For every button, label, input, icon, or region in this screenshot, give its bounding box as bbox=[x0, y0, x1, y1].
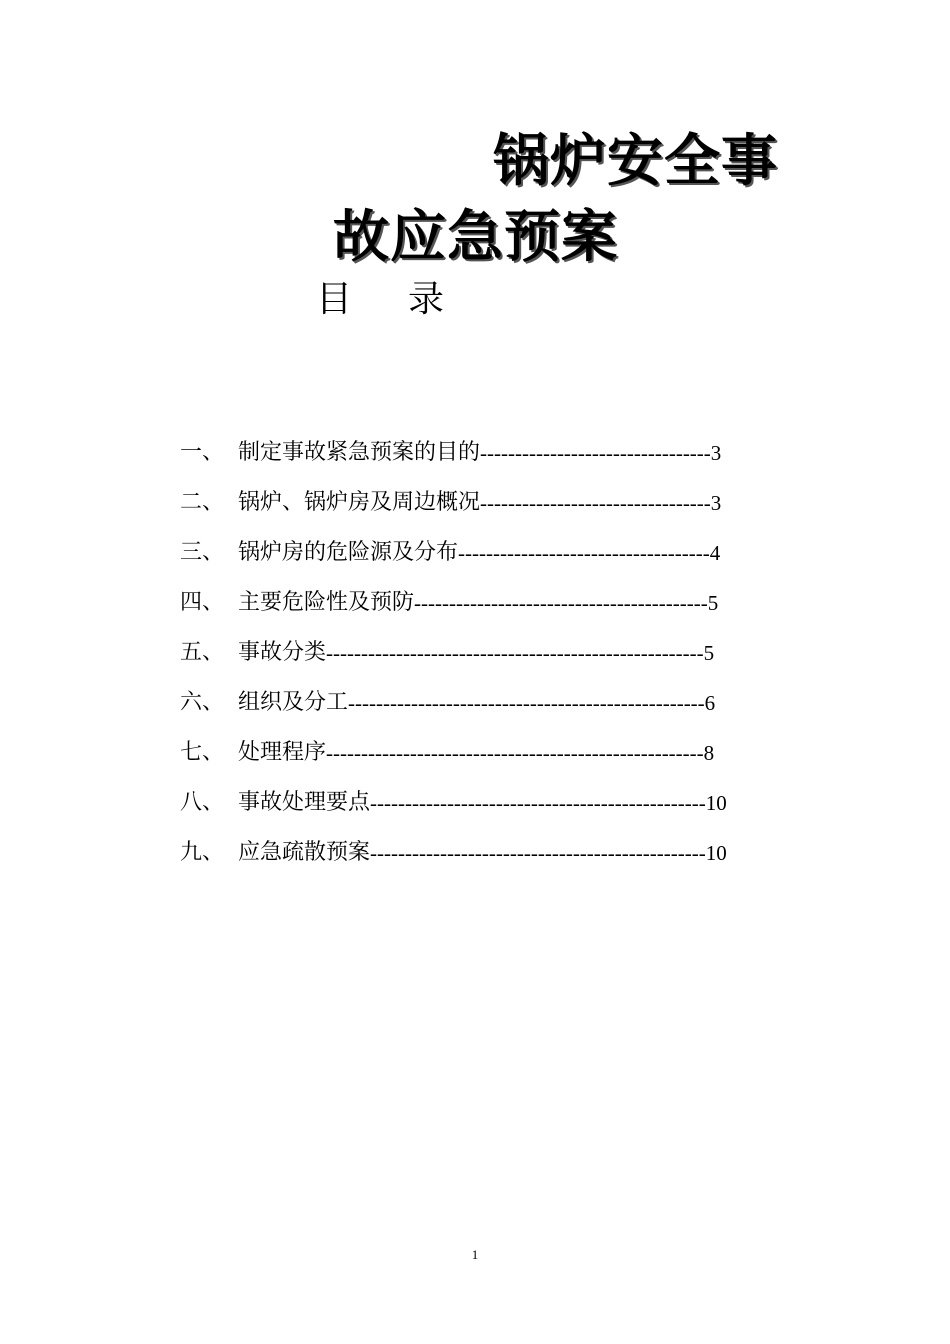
toc-entry-title: 应急疏散预案 bbox=[238, 840, 371, 865]
toc-entry-number: 二、 bbox=[180, 490, 225, 515]
toc-entry-title: 制定事故紧急预案的目的 bbox=[238, 440, 481, 465]
toc-entry-8[interactable] bbox=[180, 778, 727, 828]
toc-entry-3[interactable] bbox=[180, 528, 727, 578]
toc-entry-page: 4 bbox=[709, 541, 721, 565]
toc-entry-number: 三、 bbox=[180, 540, 225, 565]
page-number: 1 bbox=[471, 1247, 479, 1262]
toc-entry-number: 六、 bbox=[180, 690, 225, 715]
toc-entry-6[interactable] bbox=[180, 678, 727, 728]
toc-heading bbox=[316, 278, 444, 322]
toc-entry-title: 锅炉、锅炉房及周边概况 bbox=[238, 490, 481, 515]
toc-entry-leader: ------------------------------------------------------ bbox=[326, 741, 704, 765]
title-line-2: 故应急预案 bbox=[333, 205, 618, 270]
toc-entry-leader: --------------------------------- bbox=[480, 491, 711, 515]
toc-entry-leader: ------------------------------------------ bbox=[414, 591, 708, 615]
toc-entry-2[interactable] bbox=[180, 478, 727, 528]
toc-heading-left: 目 bbox=[316, 279, 353, 320]
toc-entry-leader: ------------------------------------------------ bbox=[370, 841, 706, 865]
toc-entry-page: 6 bbox=[704, 691, 716, 715]
toc-entry-leader: ------------------------------------------------------ bbox=[326, 641, 704, 665]
toc-entry-title: 组织及分工 bbox=[238, 690, 349, 715]
toc-entry-number: 四、 bbox=[180, 590, 225, 615]
toc-entry-page: 3 bbox=[710, 441, 722, 465]
toc-entry-leader: --------------------------------- bbox=[480, 441, 711, 465]
toc-entry-leader: ------------------------------------ bbox=[458, 541, 710, 565]
toc-entry-number: 五、 bbox=[180, 640, 225, 665]
toc-heading-right: 录 bbox=[408, 279, 445, 320]
toc-entry-title: 主要危险性及预防 bbox=[238, 590, 415, 615]
toc-entry-number: 一、 bbox=[180, 440, 225, 465]
toc-entry-9[interactable] bbox=[180, 828, 727, 878]
toc-entry-page: 3 bbox=[710, 491, 722, 515]
toc-entry-page: 10 bbox=[705, 841, 727, 865]
table-of-contents bbox=[180, 428, 727, 878]
toc-entry-4[interactable] bbox=[180, 578, 727, 628]
toc-entry-leader: --------------------------------------------------- bbox=[348, 691, 705, 715]
toc-entry-title: 事故分类 bbox=[238, 640, 327, 665]
toc-entry-page: 8 bbox=[703, 741, 715, 765]
toc-entry-leader: ------------------------------------------------ bbox=[370, 791, 706, 815]
toc-entry-5[interactable] bbox=[180, 628, 727, 678]
toc-entry-number: 七、 bbox=[180, 740, 225, 765]
toc-entry-page: 5 bbox=[707, 591, 719, 615]
toc-entry-title: 处理程序 bbox=[238, 740, 327, 765]
toc-entry-page: 10 bbox=[705, 791, 727, 815]
title-line-1: 锅炉安全事 bbox=[493, 129, 778, 194]
toc-entry-title: 事故处理要点 bbox=[238, 790, 371, 815]
toc-entry-7[interactable] bbox=[180, 728, 727, 778]
toc-entry-1[interactable] bbox=[180, 428, 727, 478]
toc-entry-number: 八、 bbox=[180, 790, 225, 815]
toc-entry-title: 锅炉房的危险源及分布 bbox=[238, 540, 459, 565]
toc-entry-page: 5 bbox=[703, 641, 715, 665]
toc-entry-number: 九、 bbox=[180, 840, 225, 865]
